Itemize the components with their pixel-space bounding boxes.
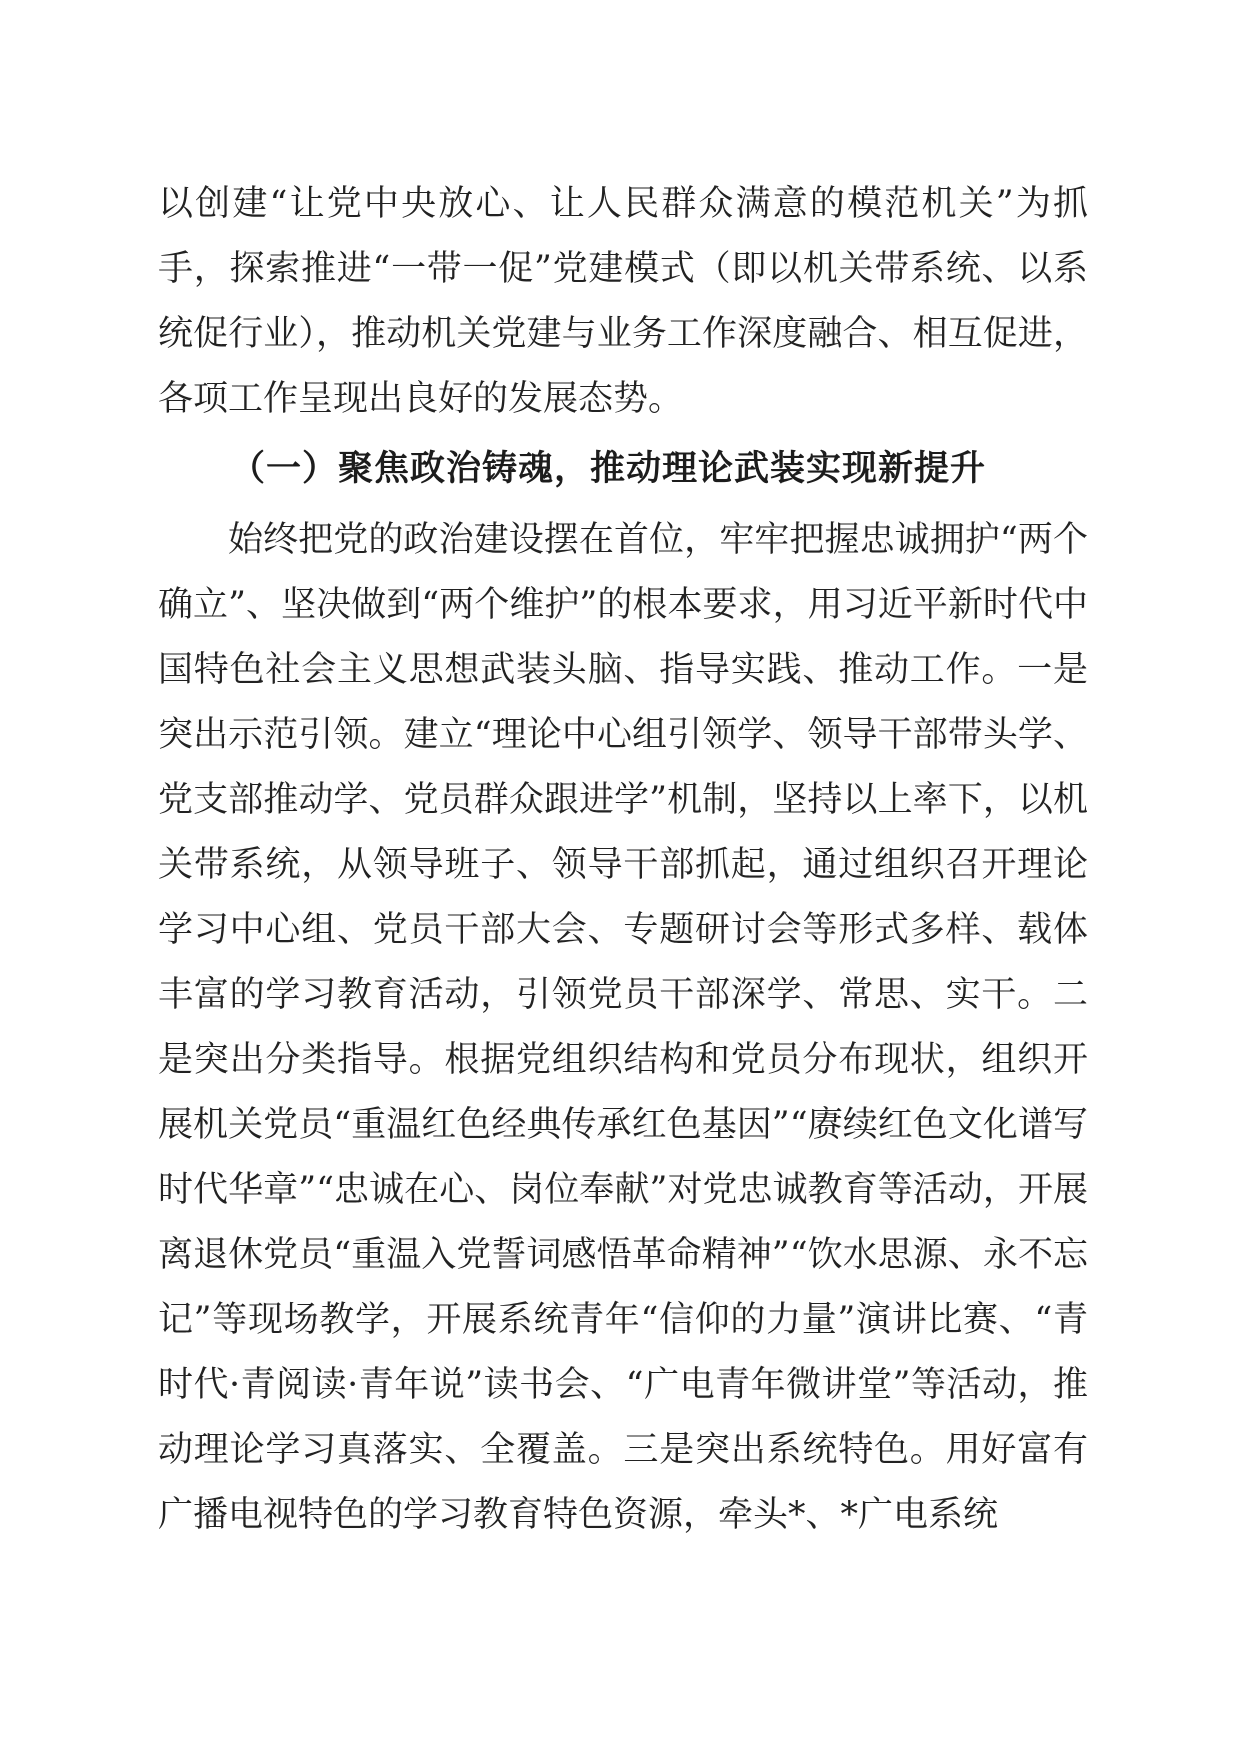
section-heading: （一）聚焦政治铸魂，推动理论武装实现新提升 <box>230 449 987 489</box>
document-body <box>158 172 1088 1548</box>
body-paragraph: 始终把党的政治建设摆在首位，牢牢把握忠诚拥护“两个确立”、坚决做到“两个维护”的根本要求，用习近平新时代中国特色社会主义思想武装头脑、指导实践、推动工作。一是突出示范引领。建立“理论中心组引领学、领导干部带头学、党支部推动学、党员群众跟进学”机制，坚持以上率下，以机关带系统，从领导班子、领导干部抓起，通过组织召开理论学习中心组、党员干部大会、专题研讨会等形式多样、载体丰富的学习教育活动，引领党员干部深学、常思、实干。二是突出分类指导。根据党组织结构和党员分布现状，组织开展机关党员“重温红色经典传承红色基因”“赓续红色文化谱写时代华章”“忠诚在心、岗位奉献”对党忠诚教育等活动，开展离退休党员“重温入党誓词感悟革命精神”“饮水思源、永不忘记”等现场教学，开展系统青年“信仰的力量”演讲比赛、“青时代·青阅读·青年说”读书会、“广电青年微讲堂”等活动，推动理论学习真落实、全覆盖。三是突出系统特色。用好富有广播电视特色的学习教育特色资源，牵头*、*广电系统 <box>158 520 1088 1535</box>
intro-paragraph: 以创建“让党中央放心、让人民群众满意的模范机关”为抓手，探索推进“一带一促”党建模式（即以机关带系统、以系统促行业），推动机关党建与业务工作深度融合、相互促进，各项工作呈现出良好的发展态势。 <box>158 184 1088 419</box>
